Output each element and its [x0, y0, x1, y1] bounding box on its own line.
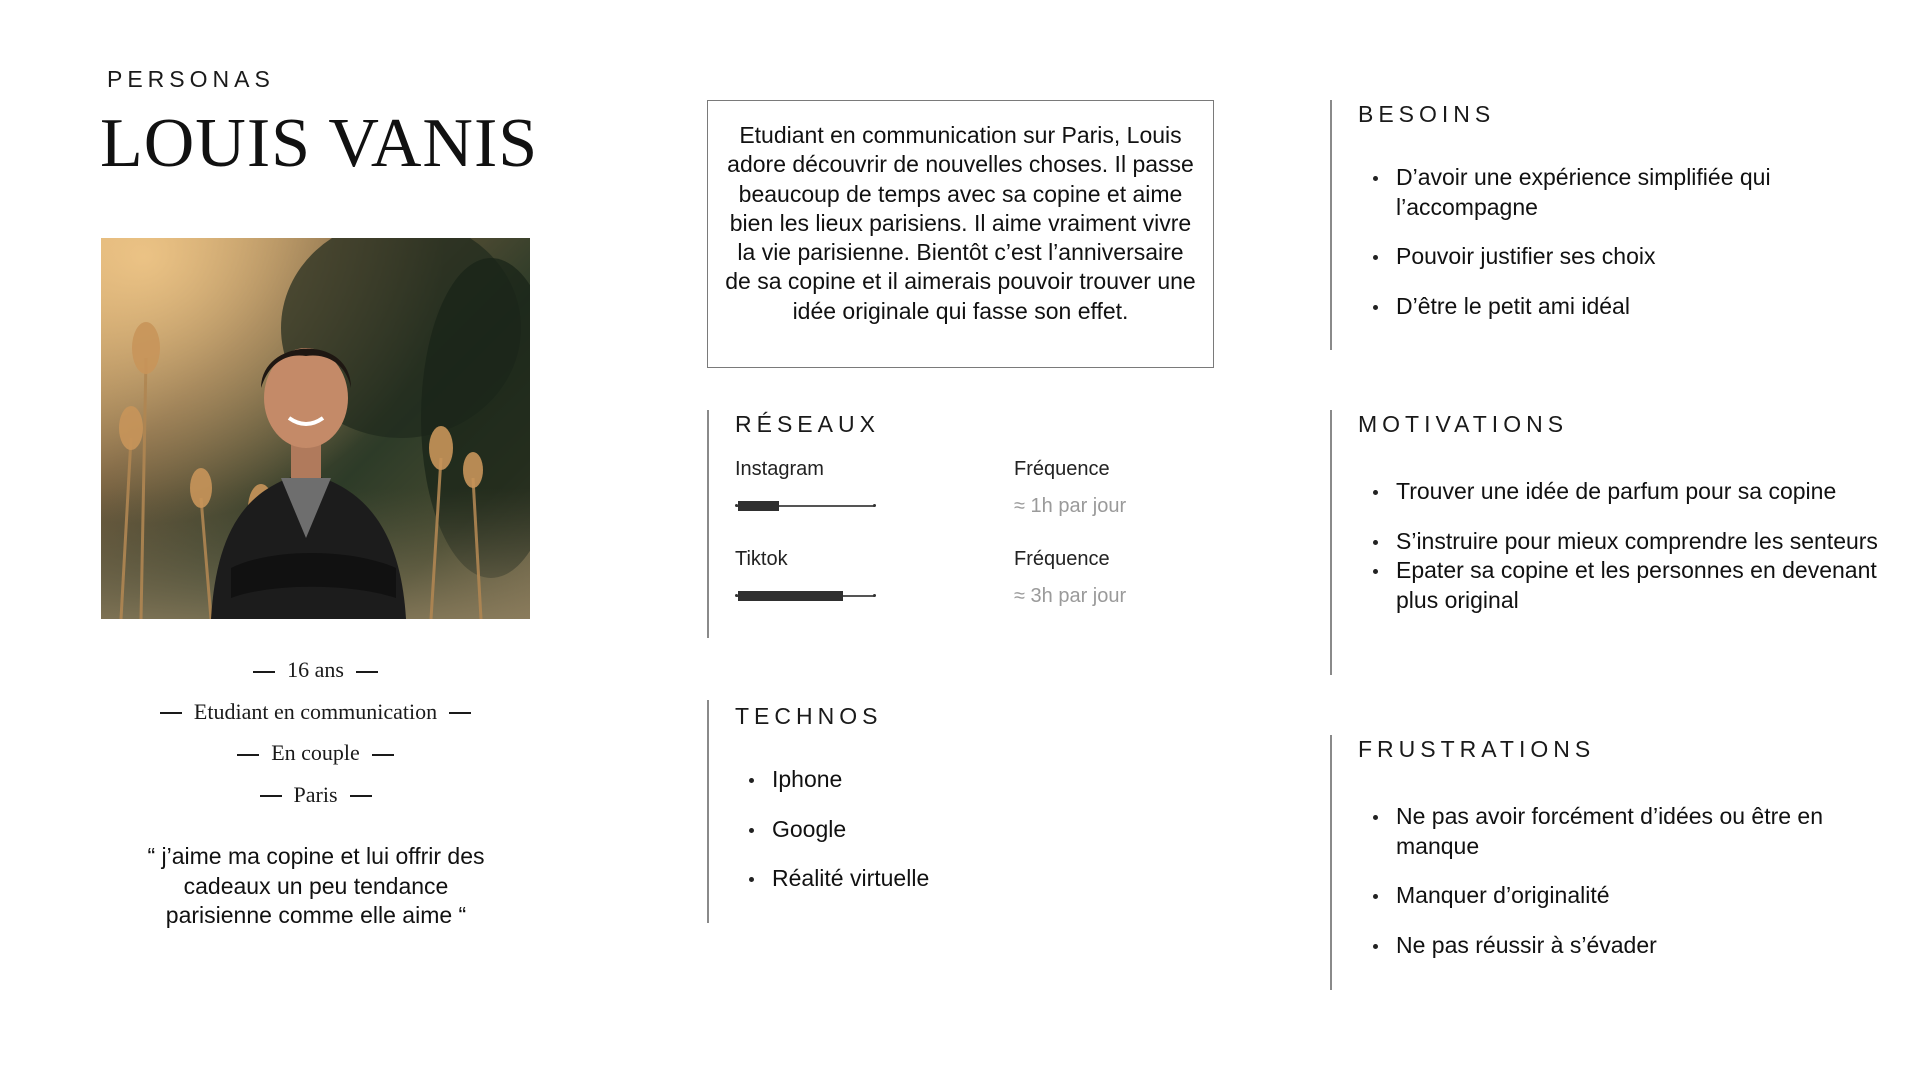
technos-rule: [707, 700, 709, 923]
list-item: Réalité virtuelle: [746, 864, 1046, 894]
persona-facts: [101, 652, 530, 818]
list-item: Manquer d’originalité: [1370, 881, 1840, 911]
reseaux-title: RÉSEAUX: [735, 411, 880, 437]
list-item: Pouvoir justifier ses choix: [1370, 242, 1830, 272]
usage-bar-instagram: [736, 505, 875, 506]
list-item: D’être le petit ami idéal: [1370, 292, 1830, 322]
persona-bio: Etudiant en communication sur Paris, Louis adore découvrir de nouvelles choses. Il passe beaucoup de temps avec sa copine et aime bien les lieux parisiens. Il aime vraiment vivre la vie parisienne. Bientôt c’est l’anniversaire de sa copine et il aimerais pouvoir trouver une idée originale qui fasse son effet.: [707, 100, 1214, 368]
frequency-label-tiktok: Fréquence: [1014, 548, 1110, 570]
besoins-title: BESOINS: [1358, 101, 1496, 127]
motivations-list: [1370, 477, 1890, 615]
technos-list: [746, 765, 1046, 894]
network-name-tiktok: Tiktok: [735, 548, 788, 570]
section-eyebrow: PERSONAS: [107, 66, 275, 92]
reseaux-rule: [707, 410, 709, 638]
usage-bar-fill-instagram: [738, 501, 779, 511]
fact-relationship: En couple: [101, 735, 530, 777]
besoins-rule: [1330, 100, 1332, 350]
persona-quote: “ j’aime ma copine et lui offrir des cadeaux un peu tendance parisienne comme elle aime “: [147, 843, 485, 928]
fact-age: 16 ans: [101, 652, 530, 694]
list-item: Google: [746, 815, 1046, 845]
frustrations-title: FRUSTRATIONS: [1358, 736, 1596, 762]
frequency-value-tiktok: ≈ 3h par jour: [1014, 585, 1127, 607]
fact-occupation: Etudiant en communication: [101, 694, 530, 736]
list-item: Trouver une idée de parfum pour sa copine: [1370, 477, 1890, 507]
persona-photo: [101, 238, 530, 619]
frequency-label-instagram: Fréquence: [1014, 458, 1110, 480]
list-item: S’instruire pour mieux comprendre les senteurs: [1370, 527, 1890, 557]
frustrations-rule: [1330, 735, 1332, 990]
person-photo-icon: [101, 238, 530, 619]
technos-title: TECHNOS: [735, 703, 883, 729]
list-item: Iphone: [746, 765, 1046, 795]
list-item: Ne pas avoir forcément d’idées ou être en manque: [1370, 802, 1840, 861]
list-item: D’avoir une expérience simplifiée qui l’accompagne: [1370, 163, 1830, 222]
usage-bar-tiktok: [736, 595, 875, 596]
usage-bar-fill-tiktok: [738, 591, 843, 601]
frustrations-list: [1370, 802, 1840, 960]
motivations-title: MOTIVATIONS: [1358, 411, 1569, 437]
list-item: Ne pas réussir à s’évader: [1370, 931, 1840, 961]
motivations-rule: [1330, 410, 1332, 675]
list-item: Epater sa copine et les personnes en devenant plus original: [1370, 556, 1890, 615]
network-name-instagram: Instagram: [735, 458, 824, 480]
besoins-list: [1370, 163, 1830, 321]
frequency-value-instagram: ≈ 1h par jour: [1014, 495, 1127, 517]
persona-name: LOUIS VANIS: [100, 105, 539, 182]
fact-city: Paris: [101, 777, 530, 819]
